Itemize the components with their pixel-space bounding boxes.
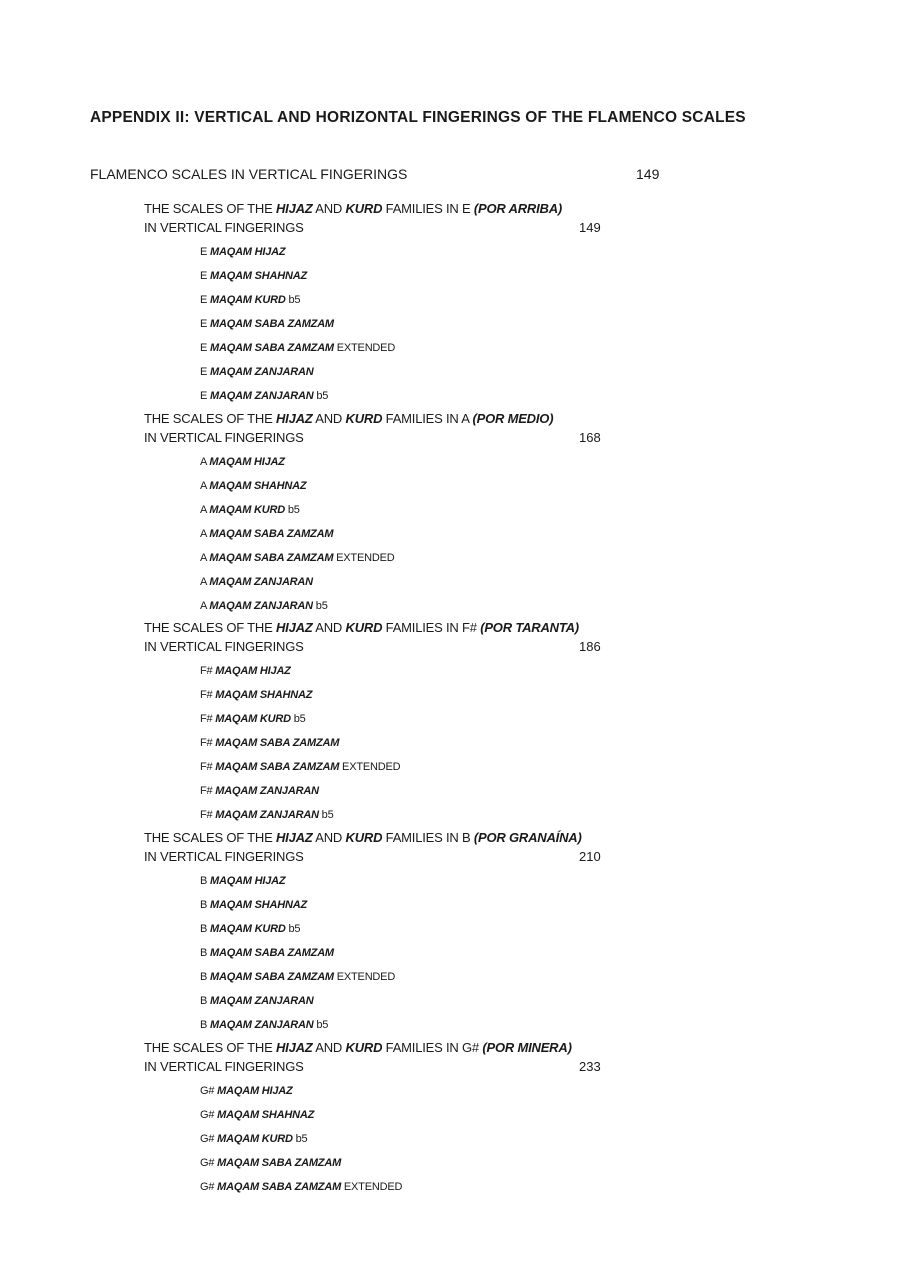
scale-name: MAQAM ZANJARAN — [209, 576, 313, 588]
scale-list-item — [200, 522, 670, 546]
scale-list-item — [200, 941, 670, 965]
scale-name: MAQAM KURD — [210, 923, 286, 935]
toc-entry-page-number: 149 — [636, 166, 660, 182]
scale-key: E — [200, 270, 210, 282]
section-title-part: THE SCALES OF THE — [144, 830, 276, 845]
section-title-part: FAMILIES IN G# — [382, 1040, 483, 1055]
scale-name: MAQAM KURD — [210, 294, 286, 306]
scale-suffix: EXTENDED — [333, 342, 396, 354]
scale-key: B — [200, 947, 210, 959]
scale-list-item — [200, 384, 670, 408]
scale-list-item — [200, 1151, 670, 1175]
scale-key: A — [200, 552, 210, 564]
scale-name: MAQAM SABA ZAMZAM — [210, 947, 334, 959]
section-title-part: KURD — [345, 1040, 383, 1055]
scale-key: B — [200, 1019, 210, 1031]
section-title-part: FAMILIES IN F# — [382, 620, 481, 635]
scale-key: B — [200, 875, 210, 887]
appendix-heading: APPENDIX II: VERTICAL AND HORIZONTAL FINGERINGS OF THE FLAMENCO SCALES — [90, 109, 746, 126]
section-title-part: KURD — [345, 201, 383, 216]
section-subtitle-line: IN VERTICAL FINGERINGS — [144, 638, 304, 654]
section-subtitle-line: IN VERTICAL FINGERINGS — [144, 848, 304, 864]
scale-suffix: b5 — [313, 1019, 329, 1031]
scale-list-item — [200, 594, 670, 618]
scale-suffix: EXTENDED — [341, 1181, 403, 1193]
scale-key: F# — [200, 665, 216, 677]
scale-key: F# — [200, 737, 216, 749]
scale-name: MAQAM HIJAZ — [215, 665, 291, 677]
section-title-part: KURD — [345, 830, 383, 845]
scale-list-item — [200, 546, 670, 570]
scale-key: B — [200, 923, 210, 935]
scale-name: MAQAM SABA ZAMZAM — [217, 1157, 342, 1169]
scale-name: MAQAM SHAHNAZ — [210, 899, 308, 911]
section-title-part: FAMILIES IN B — [382, 830, 474, 845]
scale-list — [144, 450, 614, 618]
toc-section — [144, 410, 614, 618]
section-title-part: THE SCALES OF THE — [144, 620, 276, 635]
scale-key: F# — [200, 809, 216, 821]
section-title-line — [144, 410, 614, 429]
scale-name: MAQAM KURD — [215, 713, 291, 725]
scale-list-item — [200, 1079, 670, 1103]
scale-list-item — [200, 965, 670, 989]
section-title-part: KURD — [345, 411, 383, 426]
section-title-part: AND — [312, 830, 346, 845]
scale-key: E — [200, 390, 210, 402]
scale-name: MAQAM ZANJARAN — [210, 366, 314, 378]
scale-name: MAQAM ZANJARAN — [215, 785, 319, 797]
scale-name: MAQAM SHAHNAZ — [210, 270, 308, 282]
section-title-line — [144, 619, 614, 638]
section-title-part: AND — [312, 201, 346, 216]
scale-suffix: b5 — [292, 1133, 308, 1145]
scale-name: MAQAM SABA ZAMZAM — [215, 737, 340, 749]
scale-list-item — [200, 1175, 670, 1199]
section-title-line — [144, 829, 614, 848]
scale-name: MAQAM HIJAZ — [210, 875, 286, 887]
scale-key: G# — [200, 1181, 218, 1193]
section-title-part: AND — [312, 411, 346, 426]
scale-name: MAQAM ZANJARAN — [209, 600, 313, 612]
section-title-part: THE SCALES OF THE — [144, 1040, 276, 1055]
section-title-part: HIJAZ — [275, 201, 313, 216]
scale-key: B — [200, 899, 210, 911]
toc-section — [144, 829, 614, 1037]
section-page-number: 168 — [579, 429, 601, 445]
scale-key: B — [200, 995, 210, 1007]
scale-list-item — [200, 450, 670, 474]
scale-name: MAQAM SABA ZAMZAM — [210, 318, 334, 330]
scale-list-item — [200, 240, 670, 264]
scale-name: MAQAM ZANJARAN — [210, 1019, 314, 1031]
scale-suffix: EXTENDED — [339, 761, 401, 773]
scale-name: MAQAM KURD — [217, 1133, 293, 1145]
section-page-number: 149 — [579, 219, 601, 235]
section-title-part: (POR TARANTA) — [480, 620, 579, 635]
section-title-part: THE SCALES OF THE — [144, 201, 276, 216]
scale-name: MAQAM SABA ZAMZAM — [209, 528, 334, 540]
scale-list — [144, 869, 614, 1037]
section-title-part: HIJAZ — [275, 1040, 313, 1055]
section-title-part: THE SCALES OF THE — [144, 411, 276, 426]
scale-name: MAQAM SABA ZAMZAM — [215, 761, 340, 773]
scale-key: F# — [200, 713, 216, 725]
scale-key: A — [200, 504, 210, 516]
scale-suffix: b5 — [290, 713, 306, 725]
scale-suffix: b5 — [285, 504, 300, 516]
scale-list-item — [200, 659, 670, 683]
scale-key: A — [200, 480, 210, 492]
toc-entry-title: FLAMENCO SCALES IN VERTICAL FINGERINGS — [90, 166, 408, 182]
scale-suffix: EXTENDED — [333, 971, 396, 983]
scale-list-item — [200, 803, 670, 827]
scale-list-item — [200, 570, 670, 594]
scale-key: G# — [200, 1109, 218, 1121]
scale-name: MAQAM HIJAZ — [209, 456, 285, 468]
scale-list-item — [200, 498, 670, 522]
scale-list — [144, 1079, 614, 1199]
scale-list-item — [200, 1103, 670, 1127]
scale-name: MAQAM ZANJARAN — [210, 995, 314, 1007]
scale-name: MAQAM HIJAZ — [210, 246, 286, 258]
scale-key: A — [200, 528, 210, 540]
scale-list-item — [200, 336, 670, 360]
section-title-part: (POR MEDIO) — [472, 411, 554, 426]
section-title-part: AND — [312, 1040, 346, 1055]
section-title-part: (POR ARRIBA) — [473, 201, 563, 216]
scale-list — [144, 659, 614, 827]
section-title-part: FAMILIES IN E — [382, 201, 474, 216]
toc-section — [144, 1039, 614, 1199]
scale-list-item — [200, 893, 670, 917]
scale-key: E — [200, 342, 210, 354]
section-title-part: (POR MINERA) — [482, 1040, 572, 1055]
toc-entry-top — [90, 165, 670, 183]
scale-key: A — [200, 576, 210, 588]
scale-suffix: EXTENDED — [333, 552, 395, 564]
scale-list-item — [200, 360, 670, 384]
scale-suffix: b5 — [318, 809, 334, 821]
scale-name: MAQAM KURD — [209, 504, 285, 516]
scale-suffix: b5 — [312, 600, 328, 612]
scale-list-item — [200, 312, 670, 336]
scale-name: MAQAM HIJAZ — [217, 1085, 293, 1097]
scale-list-item — [200, 264, 670, 288]
section-title-line — [144, 1039, 614, 1058]
scale-suffix: b5 — [313, 390, 329, 402]
scale-key: G# — [200, 1157, 218, 1169]
scale-key: A — [200, 456, 210, 468]
scale-list-item — [200, 917, 670, 941]
scale-name: MAQAM SHAHNAZ — [215, 689, 313, 701]
scale-name: MAQAM SHAHNAZ — [217, 1109, 315, 1121]
scale-list-item — [200, 869, 670, 893]
section-title-part: HIJAZ — [275, 411, 313, 426]
section-title-line — [144, 200, 614, 219]
section-title-part: HIJAZ — [275, 830, 313, 845]
scale-list — [144, 240, 614, 408]
scale-key: E — [200, 294, 210, 306]
scale-key: G# — [200, 1085, 218, 1097]
toc-section — [144, 619, 614, 827]
toc-section — [144, 200, 614, 408]
scale-name: MAQAM SABA ZAMZAM — [210, 971, 334, 983]
scale-list-item — [200, 731, 670, 755]
scale-list-item — [200, 755, 670, 779]
scale-list-item — [200, 474, 670, 498]
scale-name: MAQAM SABA ZAMZAM — [209, 552, 334, 564]
scale-key: E — [200, 366, 210, 378]
scale-suffix: b5 — [285, 294, 301, 306]
scale-list-item — [200, 707, 670, 731]
scale-list-item — [200, 1013, 670, 1037]
section-title-part: (POR GRANAÍNA) — [473, 830, 582, 845]
section-subtitle-line: IN VERTICAL FINGERINGS — [144, 219, 304, 235]
scale-key: F# — [200, 785, 216, 797]
scale-key: F# — [200, 689, 216, 701]
scale-name: MAQAM SABA ZAMZAM — [210, 342, 334, 354]
section-page-number: 186 — [579, 638, 601, 654]
section-page-number: 210 — [579, 848, 601, 864]
section-page-number: 233 — [579, 1058, 601, 1074]
scale-list-item — [200, 683, 670, 707]
scale-name: MAQAM SABA ZAMZAM — [217, 1181, 342, 1193]
section-subtitle-line: IN VERTICAL FINGERINGS — [144, 1058, 304, 1074]
section-title-part: KURD — [345, 620, 383, 635]
scale-key: E — [200, 318, 210, 330]
scale-key: G# — [200, 1133, 218, 1145]
section-title-part: AND — [312, 620, 346, 635]
scale-name: MAQAM ZANJARAN — [210, 390, 314, 402]
scale-key: F# — [200, 761, 216, 773]
scale-suffix: b5 — [285, 923, 301, 935]
scale-name: MAQAM SHAHNAZ — [209, 480, 307, 492]
scale-list-item — [200, 989, 670, 1013]
scale-key: B — [200, 971, 210, 983]
scale-key: A — [200, 600, 210, 612]
scale-list-item — [200, 779, 670, 803]
scale-list-item — [200, 1127, 670, 1151]
scale-name: MAQAM ZANJARAN — [215, 809, 319, 821]
scale-key: E — [200, 246, 210, 258]
section-subtitle-line: IN VERTICAL FINGERINGS — [144, 429, 304, 445]
scale-list-item — [200, 288, 670, 312]
section-title-part: HIJAZ — [275, 620, 313, 635]
section-title-part: FAMILIES IN A — [382, 411, 473, 426]
